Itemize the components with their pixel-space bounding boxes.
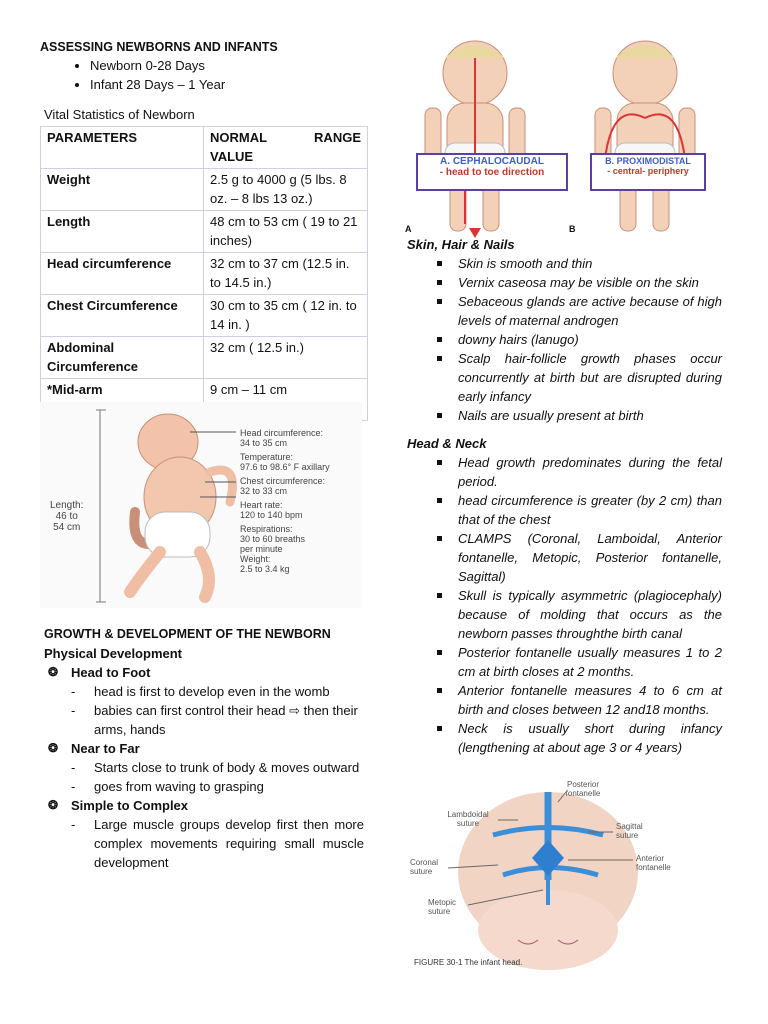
principle-heading [44,739,364,758]
list-item [407,491,722,529]
item-text: Nails are usually present at birth [458,408,644,423]
head-neck-section [407,434,722,757]
figure-letter-b: B [569,224,576,234]
list-item [407,273,722,292]
table-cell-param: Chest Circumference [41,295,204,337]
label-b-sub: - central- periphery [607,166,689,176]
principle-name: Near to Far [71,741,140,756]
list-item [407,292,722,330]
figure-letter-a: A [405,224,412,234]
table-cell-param: Weight [41,169,204,211]
point-text: babies can first control their head ⇨ then their arms, hands [94,703,358,737]
item-text: Skull is typically asymmetric (plagiocephaly) because of molding that occurs as the newborn passes throughthe birth canal [458,588,722,641]
physical-dev-heading: Physical Development [44,646,182,661]
list-item [407,349,722,406]
length-label: Length: 46 to 54 cm [50,500,84,533]
metopic-label: Metopic suture [428,898,457,916]
table-cell-value: 48 cm to 53 cm ( 19 to 21 inches) [204,211,368,253]
item-text: Posterior fontanelle usually measures 1 to 2 cm at birth closes at 2 months. [458,645,722,679]
vitals-caption: Vital Statistics of Newborn [44,107,195,122]
list-item [407,330,722,349]
infant-head-figure [408,780,708,970]
point-text: goes from waving to grasping [94,779,264,794]
head-neck-heading: Head & Neck [407,436,487,451]
item-text: CLAMPS (Coronal, Lamboidal, Anterior fontanelle, Metopic, Posterior fontanelle, Sagittal) [458,531,722,584]
skull-illustration [408,780,708,970]
table-cell-param: *Mid-arm [41,379,204,421]
chest-circ-label: Chest circumference: 32 to 33 cm [240,476,326,496]
point-text: Starts close to trunk of body & moves outward [94,760,360,775]
head-neck-list [407,453,722,757]
list-item: - head is first to develop even in the womb [71,684,330,699]
table-row [41,211,368,253]
table-row [41,169,368,211]
label-a-sub: - head to toe direction [439,167,545,178]
weight-label: Weight: 2.5 to 3.4 kg [240,554,290,574]
table-header-row [41,127,368,169]
skin-section [407,235,722,425]
item-text: Skin is smooth and thin [458,256,593,271]
growth-title: GROWTH & DEVELOPMENT OF THE NEWBORN [44,627,331,641]
table-row [41,337,368,379]
item-text: Anterior fontanelle measures 4 to 6 cm at birth and closes between 12 and18 months. [458,683,722,717]
label-b-title: B. PROXIMODISTAL [605,156,691,166]
item-text: Neck is usually short during infancy (lengthening at about age 3 or 4 years) [458,721,722,755]
principle-name: Simple to Complex [71,798,189,813]
growth-section [44,625,364,872]
principle-heading [44,796,364,815]
list-item: - Starts close to trunk of body & moves outward [71,760,360,775]
posterior-fontanelle-label: Posterior fontanelle [565,780,601,798]
list-item [407,643,722,681]
header-normal-range [204,127,368,169]
item-text: downy hairs (lanugo) [458,332,579,347]
list-item: - goes from waving to grasping [71,779,264,794]
item-text: head circumference is greater (by 2 cm) than that of the chest [458,493,722,527]
principle-name: Head to Foot [71,665,151,680]
left-column [40,38,368,421]
temperature-label: Temperature: 97.6 to 98.6° F axillary [240,452,330,472]
head-circ-label: Head circumference: 34 to 35 cm [240,428,324,448]
children-illustration [405,38,725,238]
item-text: Head growth predominates during the fetal period. [458,455,722,489]
sagittal-label: Sagittal suture [616,822,643,840]
table-cell-param: Abdominal Circumference [41,337,204,379]
skin-heading: Skin, Hair & Nails [407,237,515,252]
table-cell-value: 32 cm ( 12.5 in.) [204,337,368,379]
vitals-table [40,126,368,421]
development-direction-figure [405,38,725,238]
table-cell-value: 2.5 g to 4000 g (5 lbs. 8 oz. – 8 lbs 13 oz.) [204,169,368,211]
proximodistal-label [593,156,703,176]
cephalocaudal-label [419,156,565,178]
header-range: RANGE [314,130,361,145]
header-normal: NORMAL [210,130,268,145]
table-cell-param: Head circumference [41,253,204,295]
sun-bullet-icon: ❂ [48,798,59,812]
newborn-vitals-figure [40,402,362,608]
table-row [41,253,368,295]
age-list [40,56,368,94]
figure-caption: FIGURE 30-1 The infant head. [414,958,523,967]
point-text: head is first to develop even in the womb [94,684,330,699]
sun-bullet-icon: ❂ [48,741,59,755]
principle-heading [44,663,364,682]
lambdoidal-label: Lambdoidal suture [447,810,489,828]
header-parameters: PARAMETERS [41,127,204,169]
list-item [407,254,722,273]
item-text: Vernix caseosa may be visible on the skin [458,275,699,290]
table-cell-param: Length [41,211,204,253]
list-item [407,719,722,757]
anterior-fontanelle-label: Anterior fontanelle [636,854,671,872]
respirations-label: Respirations: 30 to 60 breaths per minute [240,524,306,554]
list-item [407,681,722,719]
label-a-title: A. CEPHALOCAUDAL [440,156,544,167]
coronal-label: Coronal suture [410,858,439,876]
table-cell-value: 32 cm to 37 cm (12.5 in. to 14.5 in.) [204,253,368,295]
table-cell-value: 30 cm to 35 cm ( 12 in. to 14 in. ) [204,295,368,337]
sun-bullet-icon: ❂ [48,665,59,679]
item-text: Sebaceous glands are active because of high levels of maternal androgen [458,294,722,328]
header-value: VALUE [210,149,254,164]
list-item: - babies can first control their head ⇨ then their arms, hands [71,703,358,737]
list-item [407,406,722,425]
list-item [407,586,722,643]
list-item: • Infant 28 Days – 1 Year [90,75,368,94]
list-item [407,453,722,491]
item-text: Scalp hair-follicle growth phases occur concurrently at birth but are disrupted during early infancy [458,351,722,404]
point-text: Large muscle groups develop first then more complex movements requiring small muscle development [94,817,364,870]
page-title: ASSESSING NEWBORNS AND INFANTS [40,40,278,54]
list-item: - Large muscle groups develop first then more complex movements requiring small muscle development [71,817,364,870]
table-cell-value: 9 cm – 11 cm [204,379,368,421]
list-item [407,529,722,586]
skin-list [407,254,722,425]
table-row [41,295,368,337]
heart-rate-label: Heart rate: 120 to 140 bpm [240,500,303,520]
list-item: • Newborn 0-28 Days [90,56,368,75]
